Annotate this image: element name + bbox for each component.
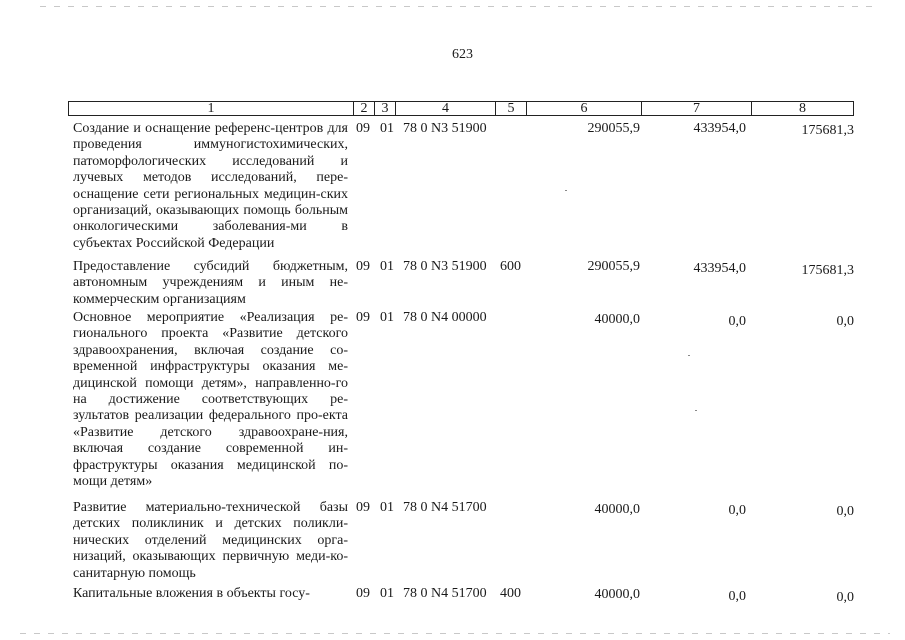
row-4-col-8: 0,0 bbox=[836, 504, 854, 519]
row-4-col-2: 09 bbox=[356, 500, 370, 515]
row-4-col-7: 0,0 bbox=[728, 503, 746, 518]
row-1-col-7: 433954,0 bbox=[693, 121, 746, 136]
row-3-col-7: 0,0 bbox=[728, 314, 746, 329]
row-2-name: Предоставление субсидий бюджетным, автономным учреждениям и иным не-коммерческим организациям bbox=[73, 259, 348, 307]
scan-edge-bottom bbox=[20, 633, 890, 634]
row-1-col-3: 01 bbox=[380, 121, 394, 136]
row-4-name: Развитие материально-технической базы детских поликлиник и детских поликли-нических отделений медицинских орга-низаций, оказывающих первичную меди-ко-санитарную помощь bbox=[73, 500, 348, 581]
row-1-col-6: 290055,9 bbox=[587, 121, 640, 136]
header-col-6: 6 bbox=[527, 102, 642, 115]
row-3-col-8: 0,0 bbox=[836, 314, 854, 329]
row-1-col-2: 09 bbox=[356, 121, 370, 136]
row-2-col-3: 01 bbox=[380, 259, 394, 274]
row-4-col-4: 78 0 N4 51700 bbox=[403, 500, 487, 515]
page-number: 623 bbox=[452, 47, 473, 62]
row-5-col-2: 09 bbox=[356, 586, 370, 601]
row-5-col-5: 400 bbox=[500, 586, 521, 601]
row-1-col-8: 175681,3 bbox=[801, 123, 854, 138]
row-5-col-3: 01 bbox=[380, 586, 394, 601]
row-3-name: Основное мероприятие «Реализация ре-гионального проекта «Развитие детского здравоохранения, включая создание со-временной инфраструктуры оказания ме-дицинской помощи детям», направленно-го на достижение соответствующих ре-зультатов реализации федерального про-екта «Развитие детского здравоохране-ния, включая создание современной ин-фраструктуры оказания медицинской по-мощи детям» bbox=[73, 310, 348, 490]
row-5-col-8: 0,0 bbox=[836, 590, 854, 605]
scan-speck bbox=[565, 190, 567, 191]
header-col-3: 3 bbox=[375, 102, 396, 115]
row-5-name: Капитальные вложения в объекты госу- bbox=[73, 586, 310, 601]
row-3-col-3: 01 bbox=[380, 310, 394, 325]
row-3-col-4: 78 0 N4 00000 bbox=[403, 310, 487, 325]
scan-speck bbox=[688, 355, 690, 356]
row-4-col-3: 01 bbox=[380, 500, 394, 515]
scan-speck bbox=[695, 410, 697, 411]
row-5-col-7: 0,0 bbox=[728, 589, 746, 604]
header-col-2: 2 bbox=[354, 102, 375, 115]
row-5-col-6: 40000,0 bbox=[594, 587, 640, 602]
scan-edge-top bbox=[40, 6, 880, 7]
table-header bbox=[68, 101, 854, 116]
header-col-7: 7 bbox=[642, 102, 752, 115]
row-1-name: Создание и оснащение референс-центров для проведения иммуногистохимических, патоморфологических исследований и лучевых методов исследований, пере-оснащение сети региональных медицин-ских организаций, оказывающих помощь больным онкологическими заболевания-ми в субъектах Российской Федерации bbox=[73, 121, 348, 251]
header-col-1: 1 bbox=[69, 102, 354, 115]
row-2-col-6: 290055,9 bbox=[587, 259, 640, 274]
row-2-col-5: 600 bbox=[500, 259, 521, 274]
header-col-4: 4 bbox=[396, 102, 496, 115]
header-col-8: 8 bbox=[799, 101, 806, 116]
row-3-col-6: 40000,0 bbox=[594, 312, 640, 327]
header-col-5: 5 bbox=[496, 102, 527, 115]
row-1-col-4: 78 0 N3 51900 bbox=[403, 121, 487, 136]
row-4-col-6: 40000,0 bbox=[594, 502, 640, 517]
row-2-col-4: 78 0 N3 51900 bbox=[403, 259, 487, 274]
row-5-col-4: 78 0 N4 51700 bbox=[403, 586, 487, 601]
row-2-col-8: 175681,3 bbox=[801, 263, 854, 278]
row-2-col-2: 09 bbox=[356, 259, 370, 274]
row-3-col-2: 09 bbox=[356, 310, 370, 325]
row-2-col-7: 433954,0 bbox=[693, 261, 746, 276]
